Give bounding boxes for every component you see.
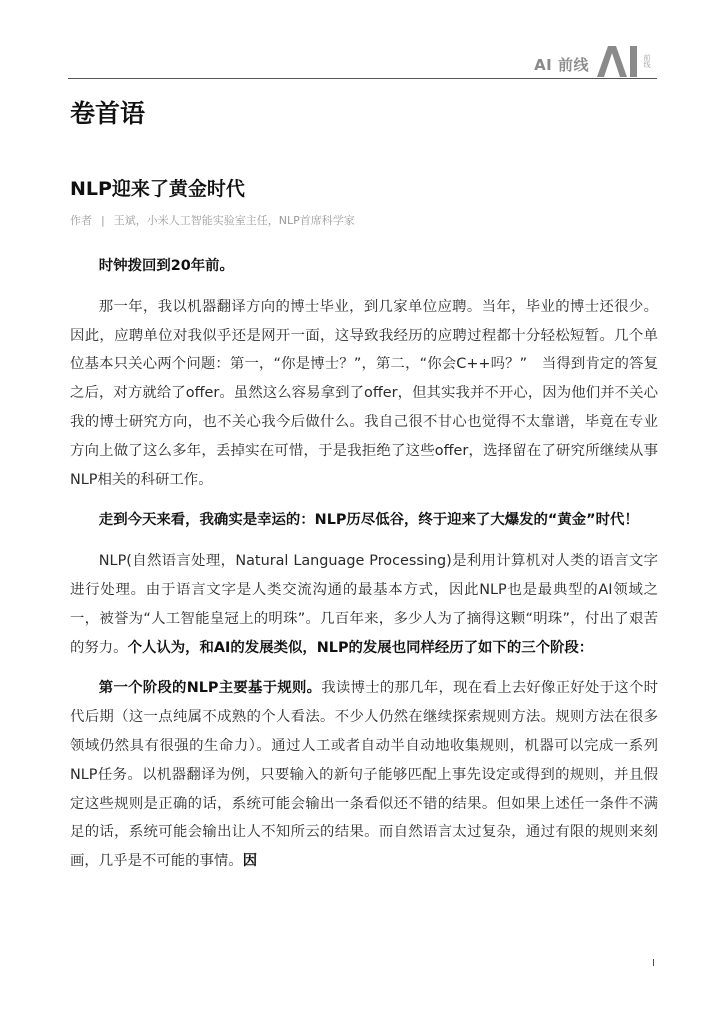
paragraph-4-text: NLP(自然语言处理，Natural Language Processing)是利用计算机对人类的语言文字进行处理。由于语言文字是人类交流沟通的最基本方式，因此NLP也是最典型的AI领域之一，被誉为“人工智能皇冠上的明珠”。几百年来，多少人为了摘得这颗“明珠”，付出了艰苦的努力。 [70, 553, 658, 656]
paragraph-3: 走到今天来看，我确实是幸运的：NLP历尽低谷，终于迎来了大爆发的“黄金”时代！ [98, 512, 639, 529]
header-brand [534, 44, 651, 78]
paragraph-5 [70, 674, 658, 876]
page-number: I [652, 958, 655, 969]
ai-logo-icon [595, 44, 639, 78]
paragraph-4 [70, 547, 658, 662]
brand-text: AI 前线 [534, 56, 589, 74]
section-title: 卷首语 [70, 99, 146, 128]
article-body [70, 252, 658, 876]
byline-label: 作者 [70, 214, 92, 227]
header-divider [68, 78, 657, 79]
paragraph-5-emphasis: 第一个阶段的NLP主要基于规则。 [98, 680, 322, 697]
paragraph-2: 那一年，我以机器翻译方向的博士毕业，到几家单位应聘。当年，毕业的博士还很少。因此，应聘单位对我似乎还是网开一面，这导致我经历的应聘过程都十分轻松短暂。几个单位基本只关心两个问题：第一，“你是博士？”，第二，“你会C++吗？” 当得到肯定的答复之后，对方就给了offer。虽然这么容易拿到了offer，但其实我并不开心，因为他们并不关心我的博士研究方向，也不关心我今后做什么。我自己很不甘心也觉得不太靠谱，毕竟在专业方向上做了这么多年，丢掉实在可惜，于是我拒绝了这些offer，选择留在了研究所继续从事NLP相关的科研工作。 [70, 298, 658, 488]
byline-separator: | [101, 214, 105, 227]
ai-frontline-logo [595, 44, 651, 78]
byline [70, 212, 357, 228]
logo-subtext: 前线 [643, 54, 651, 68]
paragraph-5-tail: 因 [242, 853, 258, 870]
paragraph-4-emphasis: 个人认为，和AI的发展类似，NLP的发展也同样经历了如下的三个阶段： [127, 639, 594, 656]
byline-author: 王斌，小米人工智能实验室主任，NLP首席科学家 [113, 214, 355, 227]
article-title: NLP迎来了黄金时代 [70, 178, 245, 200]
paragraph-1: 时钟拨回到20年前。 [98, 258, 234, 274]
paragraph-5-text: 我读博士的那几年，现在看上去好像正好处于这个时代后期（这一点纯属不成熟的个人看法。不少人仍然在继续探索规则方法。规则方法在很多领域仍然具有很强的生命力）。通过人工或者自动半自动地收集规则，机器可以完成一系列NLP任务。以机器翻译为例，只要输入的新句子能够匹配上事先设定或得到的规则，并且假定这些规则是正确的话，系统可能会输出一条看似还不错的结果。但如果上述任一条件不满足的话，系统可能会输出让人不知所云的结果。而自然语言太过复杂，通过有限的规则来刻画，几乎是不可能的事情。 [70, 680, 658, 870]
